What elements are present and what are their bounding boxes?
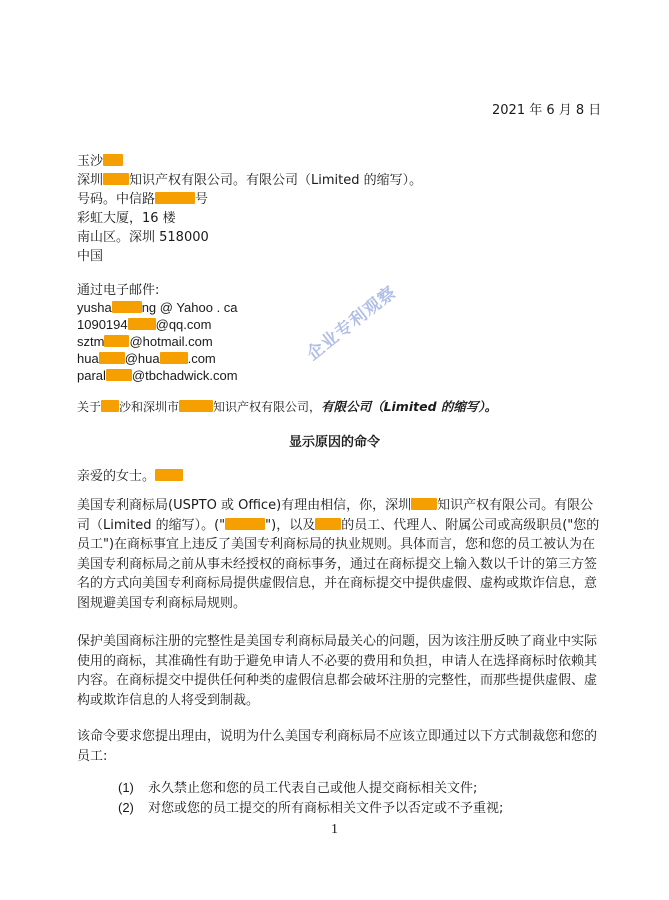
redaction-mark: [155, 469, 183, 481]
salutation-text: 亲爱的女士。: [77, 469, 156, 484]
address-text: 号码。中信路: [77, 192, 156, 207]
subject-text: 知识产权有限公司: [213, 400, 310, 414]
address-line-street: [77, 191, 208, 209]
subject-text: 沙和深圳市: [119, 400, 180, 414]
email-part: .com: [187, 351, 216, 366]
document-title: 显示原因的命令: [288, 435, 380, 450]
email-address: [77, 299, 238, 317]
redaction-mark: [179, 400, 213, 412]
address-text: 深圳: [77, 173, 104, 188]
list-item: [118, 779, 477, 798]
paragraph-text: 的员工、代理人、附属公司或高级职员("您的员工")在商标事宜上违反了美国专利商标局的执业规则。具体而言，您和您的员工被认为在美国专利商标局之前从事未经授权的商标事务，通过在商标提交上输入数以千计的第三方签名的方式向美国专利商标局提供虚假信息，并在商标提交中提供虚假、虚构或欺诈信息，意图规避美国专利商标局规则。: [77, 517, 600, 611]
subject-line: 关于 沙和深圳市 知识产权有限公司，有限公司（Limited 的缩写）。: [77, 399, 498, 414]
email-part: @qq.com: [155, 317, 212, 332]
email-part: @hua: [124, 351, 160, 366]
redaction-mark: [155, 192, 195, 204]
redaction-mark: [160, 352, 188, 364]
email-address: [77, 333, 213, 351]
address-line-company: [77, 172, 422, 190]
email-part: @tbchadwick.com: [131, 368, 238, 383]
email-intro: 通过电子邮件:: [77, 283, 160, 298]
list-item: [118, 799, 503, 818]
redaction-mark: [104, 335, 129, 347]
email-part: yusha: [77, 300, 112, 315]
address-text: 知识产权有限公司。有限公司（Limited 的缩写）。: [129, 173, 423, 188]
email-part: 1090194: [77, 317, 128, 332]
paragraph-order: 该命令要求您提出理由，说明为什么美国专利商标局不应该立即通过以下方式制裁您和您的员工:: [77, 729, 598, 764]
redaction-mark: [103, 173, 129, 185]
redaction-mark: [103, 154, 123, 166]
address-line-building: 彩虹大厦，16 楼: [77, 211, 176, 226]
address-line-country: 中国: [77, 249, 104, 264]
email-part: hua: [77, 351, 99, 366]
redaction-mark: [112, 301, 142, 313]
list-number: (2): [118, 800, 134, 815]
address-line-district: 南山区。深圳 518000: [77, 230, 209, 245]
email-address: [77, 316, 211, 334]
paragraph-integrity: 保护美国商标注册的完整性是美国专利商标局最关心的问题，因为该注册反映了商业中实际使用的商标，其准确性有助于避免申请人不必要的费用和负担，申请人在选择商标时依赖其内容。在商标提交中提供任何种类的虚假信息都会破坏注册的完整性，而那些提供虚假、虚构或欺诈信息的人将受到制裁。: [77, 634, 598, 708]
email-address: [77, 350, 216, 368]
subject-bold-text: 有限公司（Limited 的缩写）。: [321, 399, 498, 414]
address-text: 号: [195, 192, 209, 207]
list-number: (1): [118, 780, 134, 795]
subject-text: 关于: [77, 400, 102, 414]
recipient-name: [77, 153, 123, 171]
letter-date: 2021 年 6 月 8 日: [492, 103, 602, 118]
email-part: ng @ Yahoo . ca: [141, 300, 238, 315]
paragraph-text: 美国专利商标局(USPTO 或 Office)有理由相信，你，深圳: [77, 498, 412, 513]
paragraph-allegation: [77, 496, 605, 613]
redaction-mark: [99, 352, 125, 364]
list-text: 永久禁止您和您的员工代表自己或他人提交商标相关文件;: [148, 781, 478, 796]
paragraph-text: 知识产权有限公司。有限公司（Limited 的缩写）。(": [77, 498, 594, 533]
redaction-mark: [128, 318, 156, 330]
email-part: sztm: [77, 334, 105, 349]
redaction-mark: [225, 518, 265, 530]
list-text: 对您或您的员工提交的所有商标相关文件予以否定或不予重视;: [148, 801, 504, 816]
name-text: 玉沙: [77, 154, 104, 169]
email-address: [77, 367, 238, 385]
paragraph-text: ")，以及: [265, 517, 316, 533]
page-number: 1: [331, 822, 338, 837]
redaction-mark: [315, 518, 341, 530]
redaction-mark: [411, 498, 437, 510]
redaction-mark: [101, 400, 119, 412]
redaction-mark: [106, 369, 132, 381]
email-part: @hotmail.com: [129, 334, 213, 349]
email-part: paral: [77, 368, 106, 383]
watermark: 企业专利观察: [303, 282, 401, 365]
salutation: [77, 468, 183, 486]
